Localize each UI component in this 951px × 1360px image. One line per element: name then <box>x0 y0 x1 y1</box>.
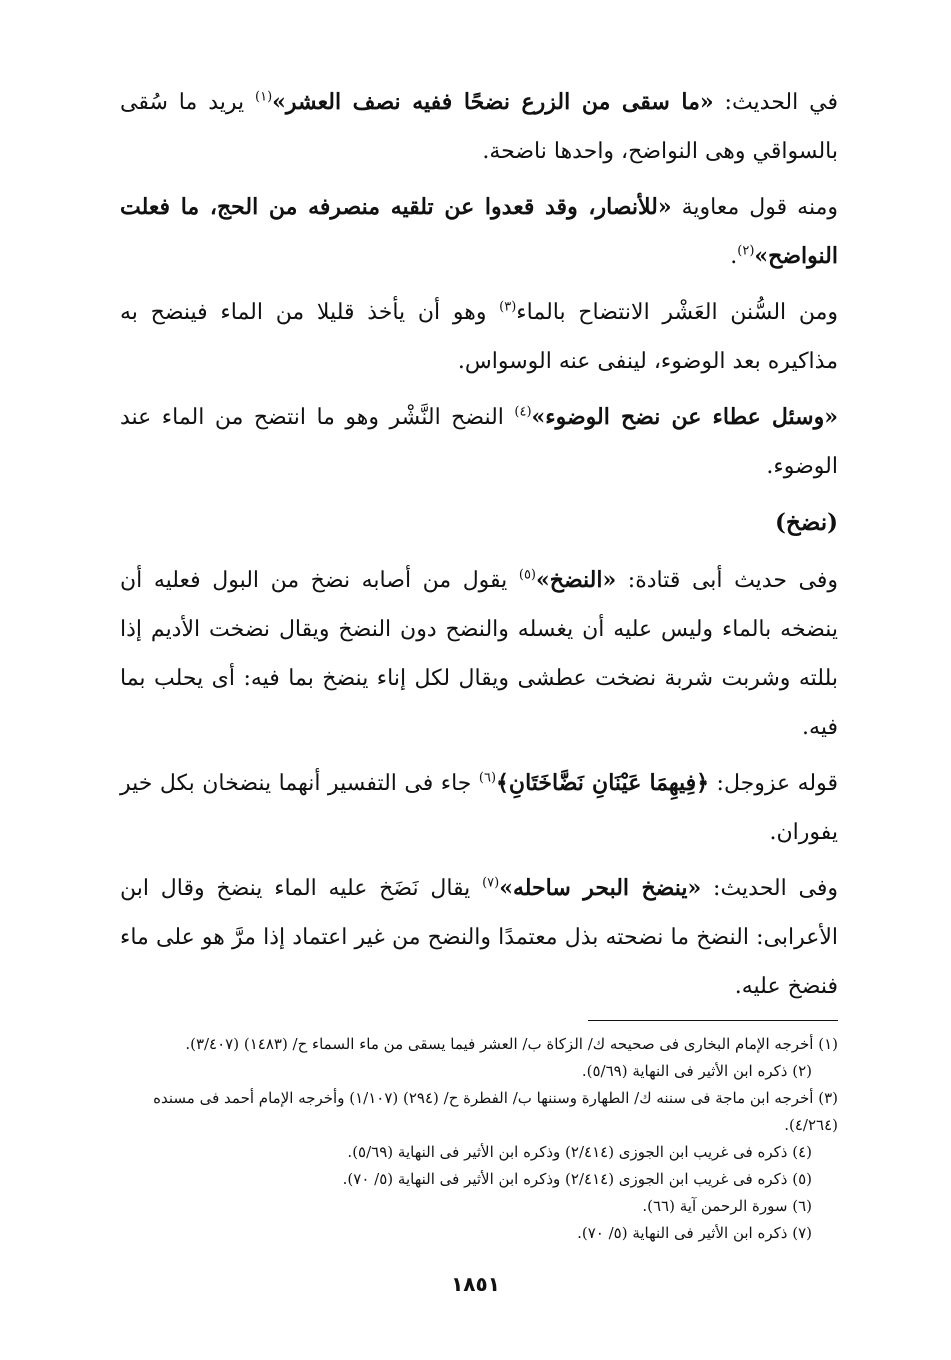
text: يقال نَضَخ عليه الماء ينضخ وقال ابن الأعرابى: النضخ ما نضحته بذل معتمدًا والنضح من غير اعتماد إذا مرَّ هو على ماء فنضخ عليه. <box>120 876 838 999</box>
footnote-1: (١) أخرجه الإمام البخارى فى صحيحه ك/ الزكاة ب/ العشر فيما يسقى من ماء السماء ح/ (١٤٨٣) (٣/٤٠٧). <box>185 1035 838 1053</box>
footnote-ref[interactable]: (٢) <box>737 243 755 259</box>
hadith-quote: «للأنصار، وقد قعدوا عن تلقيه منصرفه من الحج، ما فعلت النواضح» <box>120 194 838 269</box>
footnote-5: (٥) ذكره فى غريب ابن الجوزى (٢/٤١٤) وذكره ابن الأثير فى النهاية (٥/ ٧٠). <box>342 1170 812 1188</box>
footnote-ref[interactable]: (٦) <box>478 770 497 786</box>
text: في الحديث: <box>713 90 838 115</box>
footnote-ref[interactable]: (١) <box>255 89 273 105</box>
hadith-quote: «وسئل عطاء عن نضح الوضوء» <box>531 404 838 430</box>
text: وهو أن يأخذ قليلا من الماء فينضح به مذاكيره بعد الوضوء، لينفى عنه الوسواس. <box>120 300 838 374</box>
text: يريد ما سُقى بالسواقي وهى النواضح، واحدها ناضحة. <box>120 90 838 164</box>
paragraph-7 <box>120 864 838 1011</box>
text: وفى حديث أبى قتادة: <box>616 568 838 593</box>
paragraph-6 <box>120 759 838 857</box>
quran-quote: ﴿فِيهِمَا عَيْنَانِ نَضَّاخَتَانِ﴾ <box>496 770 710 796</box>
paragraph-2 <box>120 183 838 281</box>
text: جاء فى التفسير أنهما ينضخان بكل خير يفوران. <box>120 771 838 845</box>
footnote-3: (٣) أخرجه ابن ماجة فى سننه ك/ الطهارة وسننها ب/ الفطرة ح/ (٢٩٤) (١/١٠٧) وأخرجه الإمام أحمد فى مسنده (٤/٢٦٤). <box>153 1089 838 1134</box>
paragraph-1 <box>120 78 838 176</box>
footnote-ref[interactable]: (٤) <box>514 404 532 420</box>
text: وفى الحديث: <box>701 876 839 901</box>
section-heading: (نضخ) <box>775 509 838 536</box>
paragraph-5 <box>120 556 838 752</box>
footnote-divider <box>588 1020 838 1021</box>
text: ومنه قول معاوية <box>671 195 838 220</box>
footnote-4: (٤) ذكره فى غريب ابن الجوزى (٢/٤١٤) وذكره ابن الأثير فى النهاية (٥/٦٩). <box>347 1143 812 1161</box>
text: قوله عزوجل: <box>709 771 838 796</box>
footnote-ref[interactable]: (٣) <box>499 299 517 315</box>
footnote-6: (٦) سورة الرحمن آية (٦٦). <box>642 1197 812 1215</box>
page-body <box>120 78 838 1247</box>
text: . <box>730 244 738 269</box>
text: النضح النَّشْر وهو ما انتضح من الماء عند الوضوء. <box>120 405 838 479</box>
hadith-quote: «ينضخ البحر ساحله» <box>499 875 702 901</box>
footnote-2: (٢) ذكره ابن الأثير فى النهاية (٥/٦٩). <box>581 1062 812 1080</box>
footnote-7: (٧) ذكره ابن الأثير فى النهاية (٥/ ٧٠). <box>577 1224 812 1242</box>
paragraph-3 <box>120 288 838 386</box>
text: يقول من أصابه نضخ من البول فعليه أن ينضخه بالماء وليس عليه أن يغسله والنضح دون النضخ ويقال نضخت الأديم إذا بللته وشربت شربة نضخت عطشى ويقال لكل إناء ينضخ بما فيه: أى يحلب بما فيه. <box>120 568 838 740</box>
hadith-quote: «ما سقى من الزرع نضحًا ففيه نصف العشر» <box>272 89 714 115</box>
paragraph-4 <box>120 393 838 491</box>
hadith-quote: «النضخ» <box>536 567 617 593</box>
footnote-ref[interactable]: (٥) <box>518 567 536 583</box>
page-number: ١٨٥١ <box>451 1272 500 1296</box>
text: ومن السُّنن العَشْر الانتضاح بالماء <box>516 300 838 325</box>
footnote-ref[interactable]: (٧) <box>482 875 500 891</box>
